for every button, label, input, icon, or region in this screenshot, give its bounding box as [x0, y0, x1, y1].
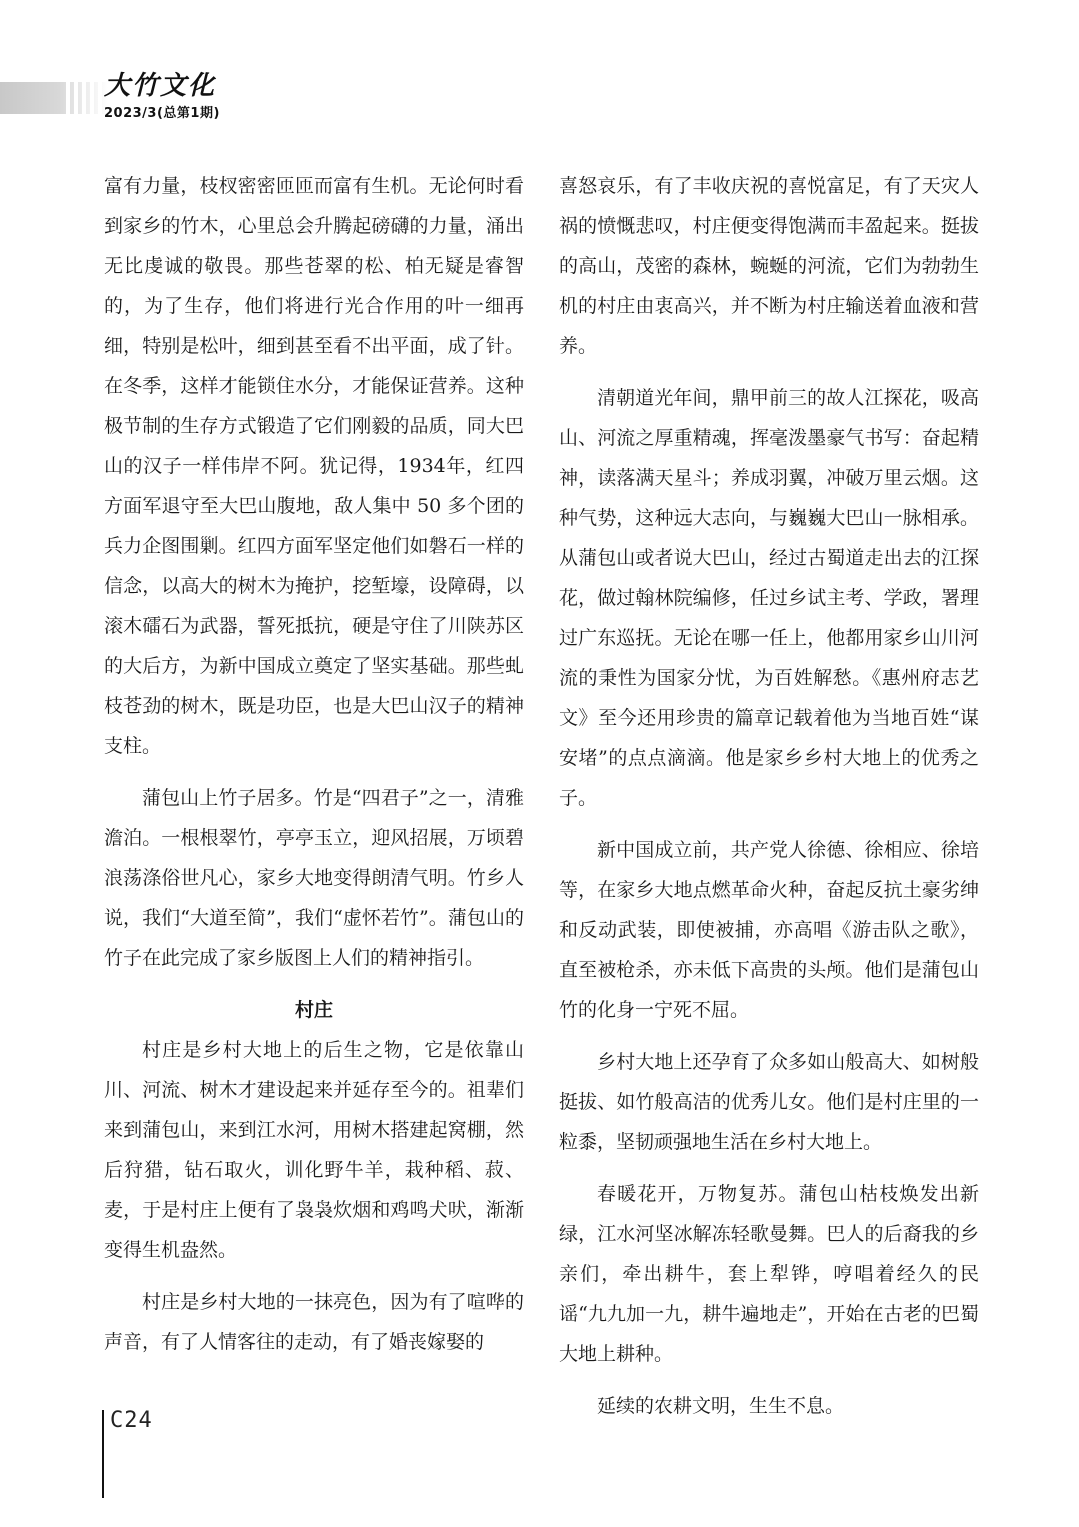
header-stripe [90, 82, 94, 114]
issue-label: 2023/3(总第1期) [104, 106, 220, 121]
magazine-title: 大竹文化 [104, 71, 217, 101]
right-column [559, 166, 979, 1426]
paragraph: 蒲包山上竹子居多。竹是“四君子”之一，清雅澹泊。一根根翠竹，亭亭玉立，迎风招展，万顷碧浪荡涤俗世凡心，家乡大地变得朗清气明。竹乡人说，我们“大道至简”，我们“虚怀若竹”。蒲包山的竹子在此完成了家乡版图上人们的精神指引。 [104, 787, 524, 969]
masthead [104, 72, 220, 121]
header-stripe [66, 82, 70, 114]
paragraph: 新中国成立前，共产党人徐德、徐相应、徐培等，在家乡大地点燃革命火种，奋起反抗土豪劣绅和反动武装，即使被捕，亦高唱《游击队之歌》，直至被枪杀，亦未低下高贵的头颅。他们是蒲包山竹的化身一宁死不屈。 [559, 839, 979, 1021]
paragraph: 村庄是乡村大地的一抹亮色，因为有了喧哗的声音，有了人情客往的走动，有了婚丧嫁娶的 [104, 1291, 524, 1353]
header-stripe [82, 82, 86, 114]
paragraph: 村庄是乡村大地上的后生之物，它是依靠山川、河流、树木才建设起来并延存至今的。祖辈们来到蒲包山，来到江水河，用树木搭建起窝棚，然后狩猎，钻石取火，训化野牛羊，栽种稻、菽、麦，于是村庄上便有了袅袅炊烟和鸡鸣犬吠，渐渐变得生机盎然。 [104, 1039, 524, 1261]
header-decoration-bars [0, 82, 108, 114]
header-stripe [74, 82, 78, 114]
header-stripe [98, 82, 102, 114]
left-column [104, 166, 524, 1362]
paragraph: 延续的农耕文明，生生不息。 [597, 1395, 845, 1417]
paragraph: 喜怒哀乐，有了丰收庆祝的喜悦富足，有了天灾人祸的愤慨悲叹，村庄便变得饱满而丰盈起来。挺拔的高山，茂密的森林，蜿蜒的河流，它们为勃勃生机的村庄由衷高兴，并不断为村庄输送着血液和营养。 [559, 175, 979, 357]
section-heading: 村庄 [294, 999, 333, 1021]
paragraph: 春暖花开，万物复苏。蒲包山枯枝焕发出新绿，江水河坚冰解冻轻歌曼舞。巴人的后裔我的乡亲们，牵出耕牛，套上犁铧，哼唱着经久的民谣“九九加一九，耕牛遍地走”，开始在古老的巴蜀大地上耕种。 [559, 1183, 979, 1365]
footer-rule [102, 1410, 104, 1498]
paragraph: 清朝道光年间，鼎甲前三的故人江探花，吸高山、河流之厚重精魂，挥毫泼墨豪气书写：奋起精神，读落满天星斗；养成羽翼，冲破万里云烟。这种气势，这种远大志向，与巍巍大巴山一脉相承。从蒲包山或者说大巴山，经过古蜀道走出去的江探花，做过翰林院编修，任过乡试主考、学政，署理过广东巡抚。无论在哪一任上，他都用家乡山川河流的秉性为国家分忧，为百姓解愁。《惠州府志艺文》至今还用珍贵的篇章记载着他为当地百姓“谋安堵”的点点滴滴。他是家乡乡村大地上的优秀之子。 [559, 387, 979, 809]
paragraph: 富有力量，枝杈密密匝匝而富有生机。无论何时看到家乡的竹木，心里总会升腾起磅礴的力量，涌出无比虔诚的敬畏。那些苍翠的松、柏无疑是睿智的，为了生存，他们将进行光合作用的叶一细再细，特别是松叶，细到甚至看不出平面，成了针。在冬季，这样才能锁住水分，才能保证营养。这种极节制的生存方式锻造了它们刚毅的品质，同大巴山的汉子一样伟岸不阿。犹记得，1934年，红四方面军退守至大巴山腹地，敌人集中 50 多个团的兵力企图围剿。红四方面军坚定他们如磐石一样的信念，以高大的树木为掩护，挖堑壕，设障碍，以滚木礌石为武器，誓死抵抗，硬是守住了川陕苏区的大后方，为新中国成立奠定了坚实基础。那些虬枝苍劲的树木，既是功臣，也是大巴山汉子的精神支柱。 [104, 175, 524, 757]
paragraph: 乡村大地上还孕育了众多如山般高大、如树般挺拔、如竹般高洁的优秀儿女。他们是村庄里的一粒黍，坚韧顽强地生活在乡村大地上。 [559, 1051, 979, 1153]
page-number: C24 [110, 1408, 153, 1433]
